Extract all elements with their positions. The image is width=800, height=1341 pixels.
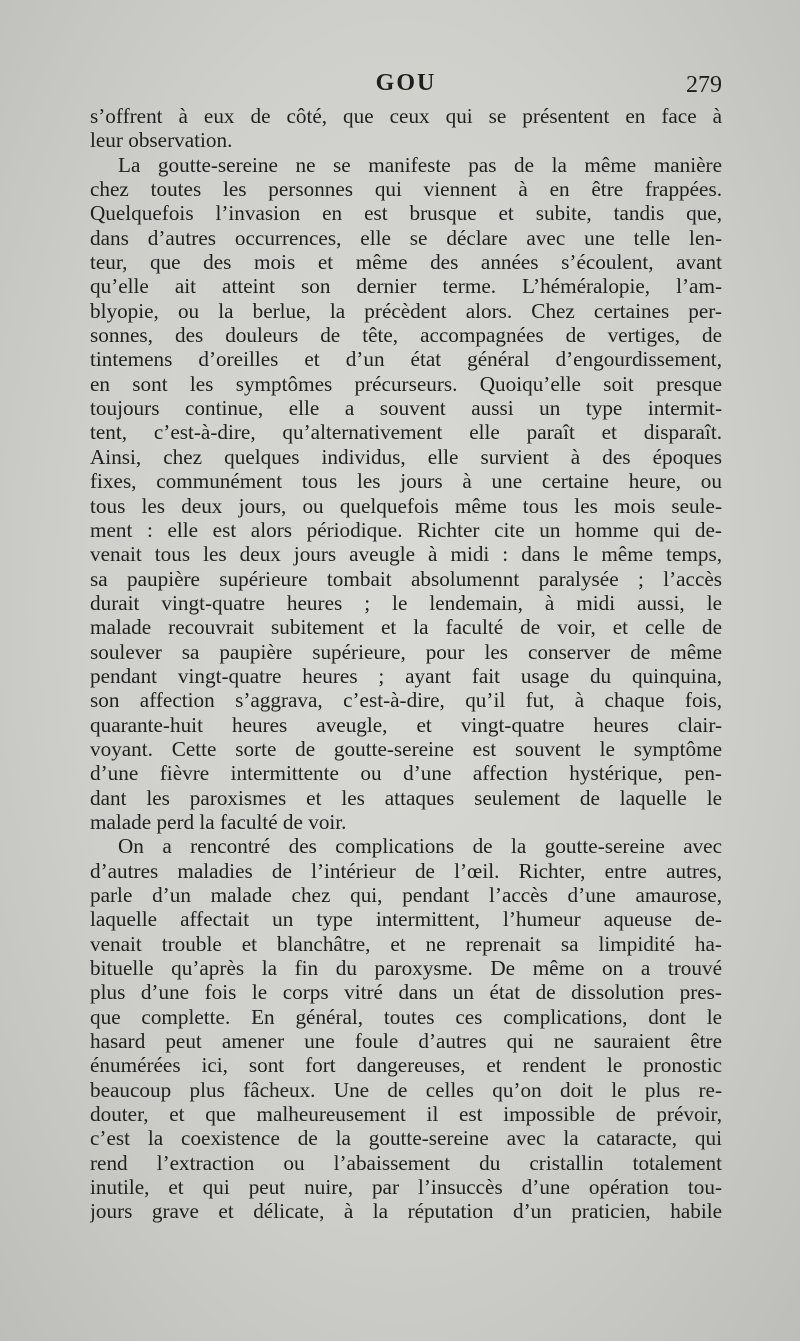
text-line: leur observation. — [90, 128, 233, 153]
text-line: inutile, et qui peut nuire, par l’insuccès d’une opération tou- — [90, 1175, 722, 1200]
text-line: jours grave et délicate, à la réputation d’un praticien, habile — [90, 1199, 722, 1224]
text-line: plus d’une fois le corps vitré dans un état de dissolution pres- — [90, 980, 722, 1005]
text-line: pendant vingt-quatre heures ; ayant fait usage du quinquina, — [90, 663, 722, 688]
text-line: quarante-huit heures aveugle, et vingt-quatre heures clair- — [90, 712, 722, 737]
text-line: que complette. En général, toutes ces complications, dont le — [90, 1004, 722, 1029]
page-number: 279 — [686, 72, 722, 98]
text-line: voyant. Cette sorte de goutte-sereine est souvent le symptôme — [90, 736, 722, 761]
text-line: toujours continue, elle a souvent aussi un type intermit- — [90, 396, 722, 421]
text-line: hasard peut amener une foule d’autres qui ne sauraient être — [90, 1029, 722, 1054]
body-text — [90, 104, 722, 1224]
text-line: Quelquefois l’invasion en est brusque et subite, tandis que, — [90, 201, 722, 226]
text-line: venait trouble et blanchâtre, et ne reprenait sa limpidité ha- — [90, 931, 722, 956]
text-line: douter, et que malheureusement il est impossible de prévoir, — [90, 1102, 722, 1127]
text-line: en sont les symptômes précurseurs. Quoiqu’elle soit presque — [90, 371, 722, 396]
text-line: d’autres maladies de l’intérieur de l’œil. Richter, entre autres, — [90, 858, 722, 883]
text-line: rend l’extraction ou l’abaissement du cristallin totalement — [90, 1150, 722, 1175]
text-line: malade perd la faculté de voir. — [90, 809, 347, 834]
text-line: s’offrent à eux de côté, que ceux qui se présentent en face à — [90, 104, 722, 128]
text-line: tent, c’est-à-dire, qu’alternativement elle paraît et disparaît. — [90, 420, 722, 445]
text-line: fixes, communément tous les jours à une certaine heure, ou — [90, 469, 722, 494]
running-head: GOU — [375, 70, 437, 96]
text-line: parle d’un malade chez qui, pendant l’accès d’une amaurose, — [90, 883, 722, 907]
paragraph — [90, 153, 722, 835]
text-line: blyopie, ou la berlue, la précèdent alors. Chez certaines per- — [90, 298, 722, 323]
text-line: durait vingt-quatre heures ; le lendemain, à midi aussi, le — [90, 590, 722, 615]
paragraph — [90, 834, 722, 1224]
page-header — [90, 70, 722, 104]
paragraph — [90, 104, 722, 153]
text-line: beaucoup plus fâcheux. Une de celles qu’on doit le plus re- — [90, 1077, 722, 1102]
text-line: sonnes, des douleurs de tête, accompagnées de vertiges, de — [90, 323, 722, 348]
text-line: Ainsi, chez quelques individus, elle survient à des époques — [90, 444, 722, 469]
text-line: qu’elle ait atteint son dernier terme. L’héméralopie, l’am- — [90, 274, 722, 299]
text-line: d’une fièvre intermittente ou d’une affection hystérique, pen- — [90, 761, 722, 786]
text-line: ment : elle est alors périodique. Richter cite un homme qui de- — [90, 517, 722, 542]
text-line: chez toutes les personnes qui viennent à en être frappées. — [90, 177, 722, 202]
text-line: laquelle affectait un type intermittent, l’humeur aqueuse de- — [90, 907, 722, 932]
text-line: c’est la coexistence de la goutte-sereine avec la cataracte, qui — [90, 1126, 722, 1151]
text-line: malade recouvrait subitement et la faculté de voir, et celle de — [90, 615, 722, 640]
text-line: La goutte-sereine ne se manifeste pas de la même manière — [118, 152, 722, 177]
text-line: bituelle qu’après la fin du paroxysme. De même on a trouvé — [90, 956, 722, 981]
text-line: énumérées ici, sont fort dangereuses, et rendent le pronostic — [90, 1053, 722, 1078]
text-line: teur, que des mois et même des années s’écoulent, avant — [90, 250, 722, 275]
text-line: son affection s’aggrava, c’est-à-dire, qu’il fut, à chaque fois, — [90, 688, 722, 713]
text-line: dant les paroxismes et les attaques seulement de laquelle le — [90, 785, 722, 810]
text-line: sa paupière supérieure tombait absolumennt paralysée ; l’accès — [90, 566, 722, 591]
text-line: On a rencontré des complications de la goutte-sereine avec — [118, 834, 722, 859]
text-line: venait tous les deux jours aveugle à midi : dans le même temps, — [90, 542, 722, 567]
text-line: tous les deux jours, ou quelquefois même tous les mois seule- — [90, 493, 722, 518]
text-line: soulever sa paupière supérieure, pour les conserver de même — [90, 639, 722, 664]
text-line: dans d’autres occurrences, elle se déclare avec une telle len- — [90, 225, 722, 250]
text-line: tintemens d’oreilles et d’un état général d’engourdissement, — [90, 347, 722, 372]
